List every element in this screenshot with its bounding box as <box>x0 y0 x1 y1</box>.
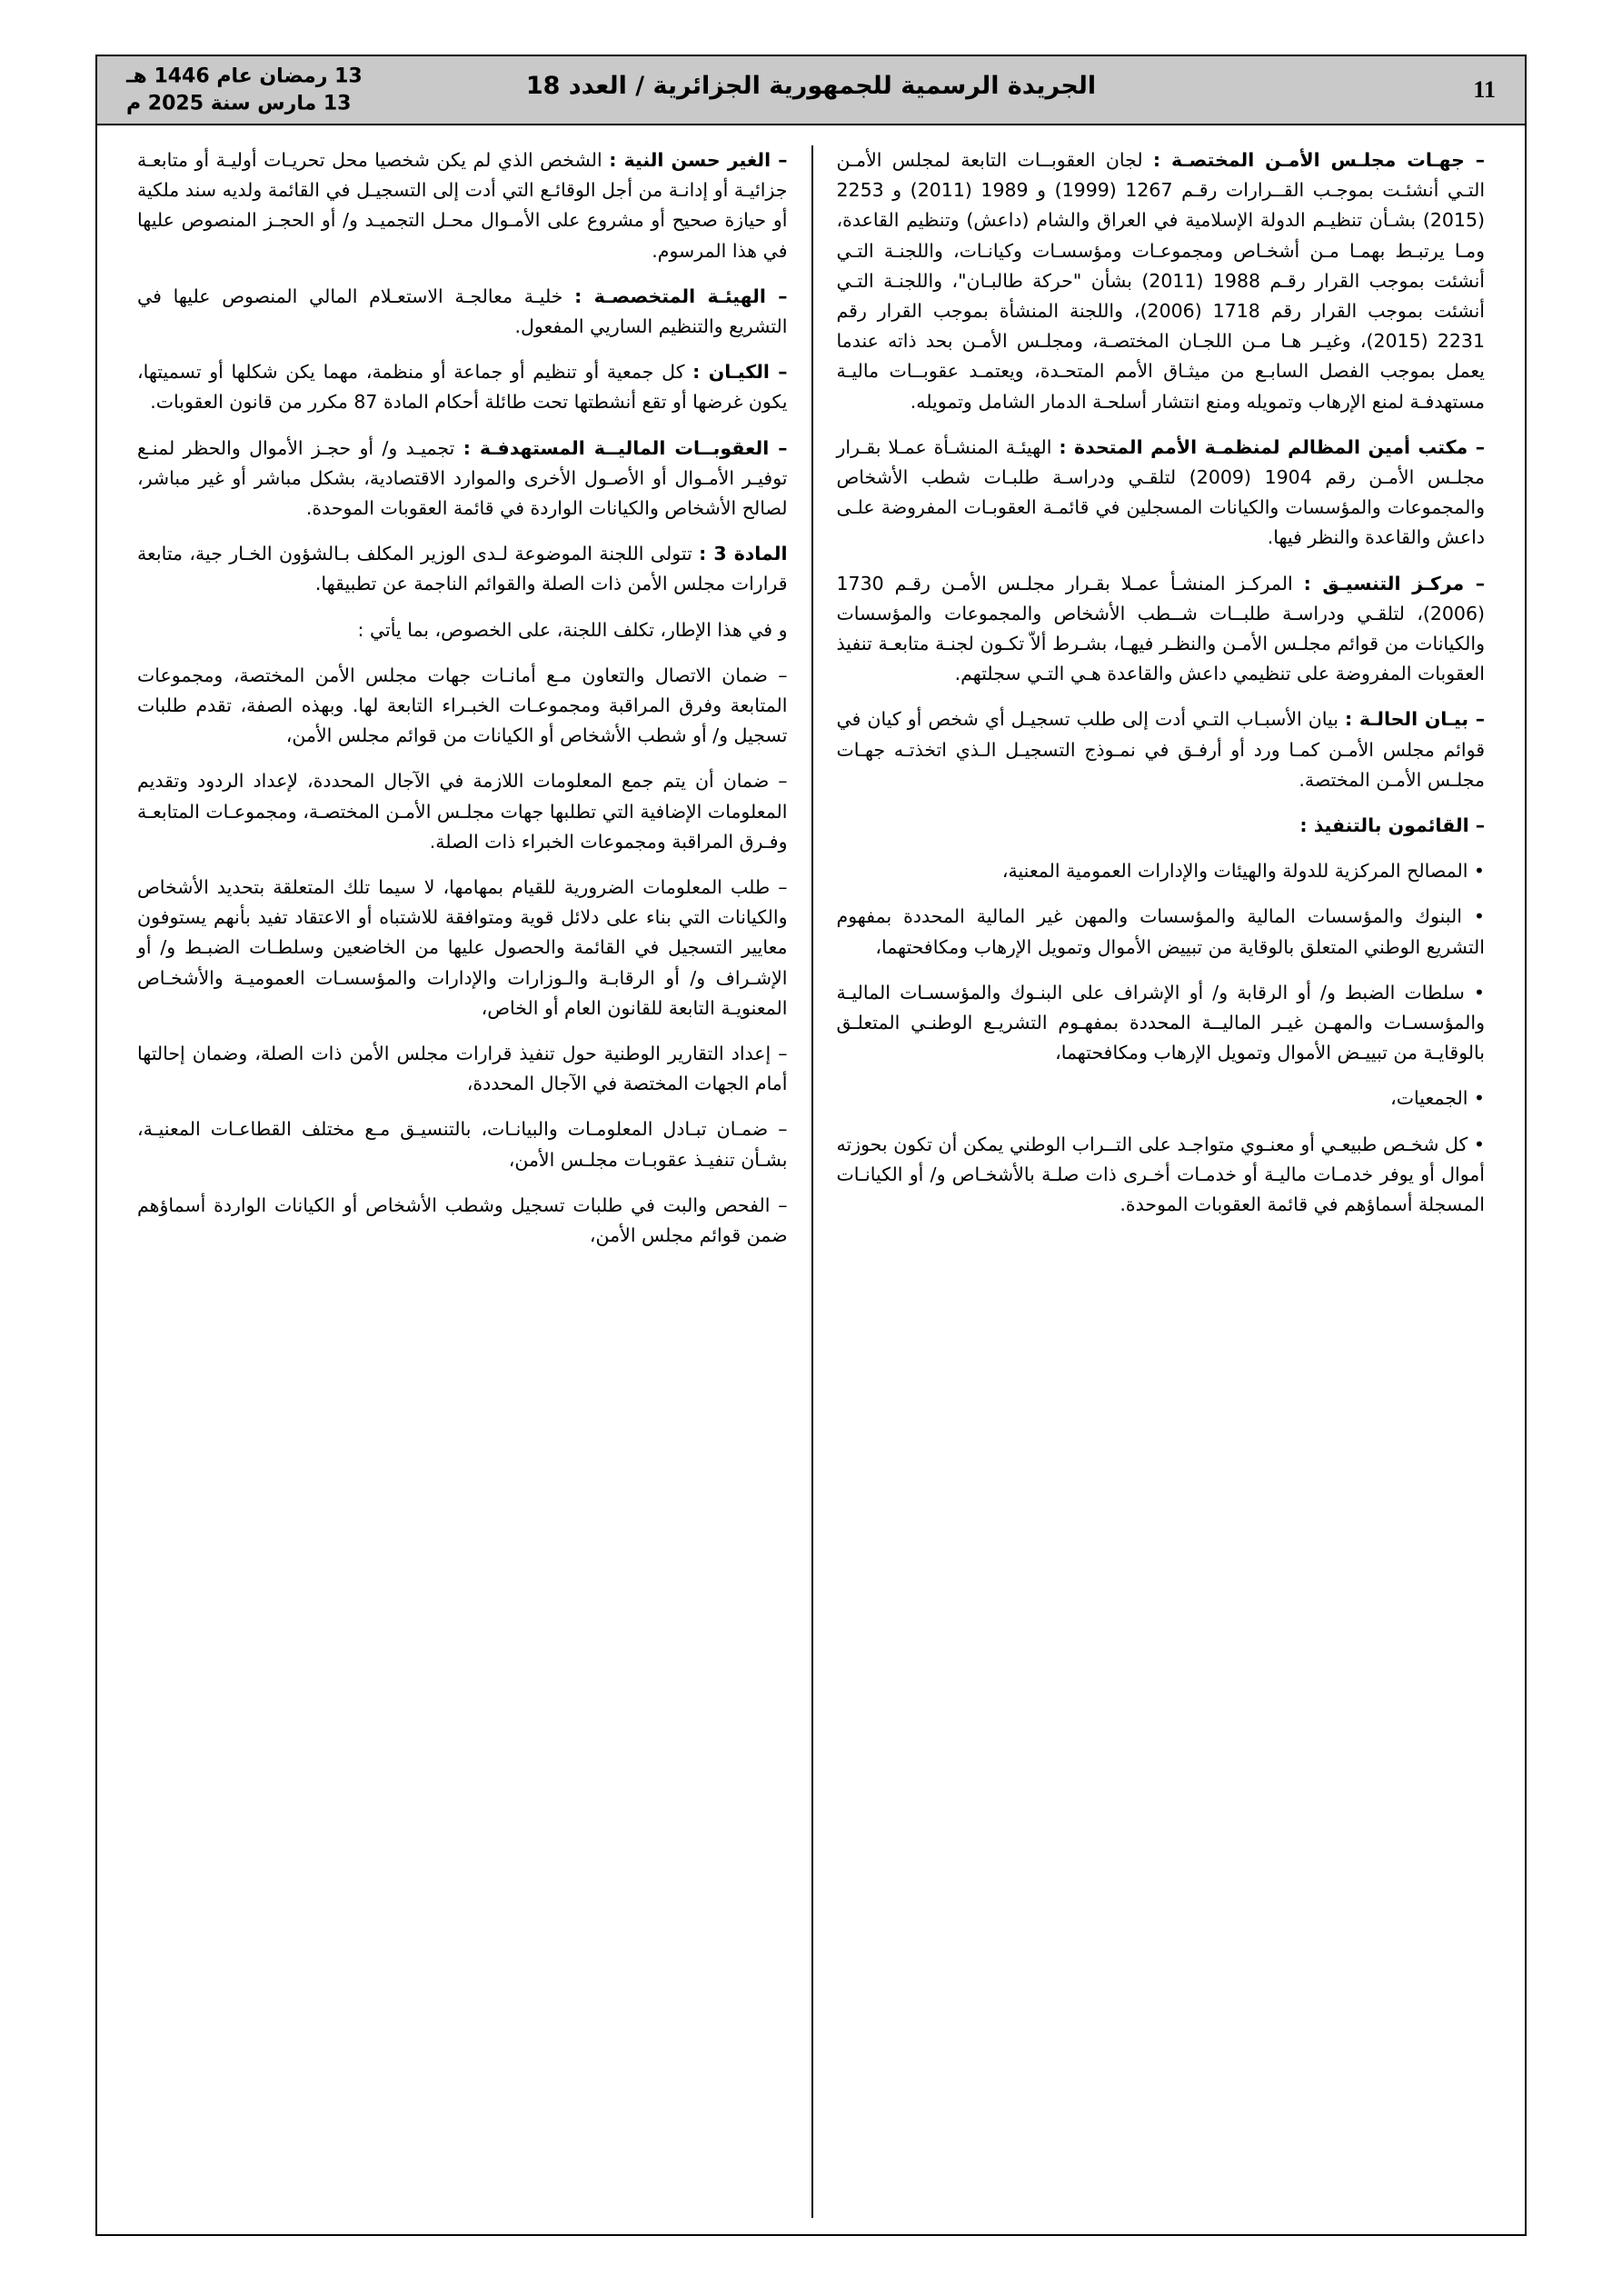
paragraph: و في هذا الإطار، تكلف اللجنة، على الخصوص، بما يأتي : <box>357 618 788 641</box>
journal-title: الجريدة الرسمية للجمهورية الجزائرية / العدد 18 <box>525 72 1097 100</box>
list-item: – إعداد التقارير الوطنية حول تنفيذ قرارات مجلس الأمن ذات الصلة، وضمان إحالتها أمام الجهات المختصة في الآجال المحددة، <box>137 1043 788 1095</box>
paragraph: – الغير حسن النية : الشخص الذي لم يكن شخصيا محل تحريـات أوليـة أو متابعـة جزائيـة أو إدانـة من أجل الوقائـع التي أدت إلى التسجيـل في القائمة ولديه سند ملكية أو حيازة صحيح أو مشروع على الأمـوال محـل التجميـد و/ أو الحجـز المنصوص عليها في هذا المرسوم. <box>137 149 788 262</box>
paragraph: – العقوبــات الماليــة المستهدفـة : تجميـد و/ أو حجـز الأموال والحظر لمنـع توفيـر الأمـوال أو الأصـول الأخرى والموارد الاقتصادية، بشكل مباشر أو غير مباشر، لصالح الأشخاص والكيانات الواردة في قائمة العقوبات الموحدة. <box>137 436 788 520</box>
list-item: • الجمعيات، <box>1390 1087 1485 1110</box>
document-page <box>95 55 1527 2236</box>
article-paragraph: المادة 3 : تتولى اللجنة الموضوعة لـدى الوزير المكلف بـالشؤون الخـار جية، متابعة قرارات مجلس الأمن ذات الصلة والقوائم الناجمة عن تطبيقها. <box>137 543 788 595</box>
list-item: – الفحص والبت في طلبات تسجيل وشطب الأشخاص أو الكيانات الواردة أسماؤهم ضمن قوائم مجلس الأمن، <box>137 1193 788 1247</box>
list-item: – ضمـان تبـادل المعلومـات والبيانـات، بالتنسيـق مـع مختلف القطاعـات المعنيـة، بشـأن تنفيـذ عقوبـات مجلـس الأمن، <box>137 1118 788 1171</box>
date-hijri: 13 رمضان عام 1446 هـ <box>126 65 363 88</box>
page-header <box>95 55 1527 125</box>
list-item: • البنوك والمؤسسات المالية والمؤسسات والمهن غير المالية المحددة بمفهوم التشريع الوطني المتعلق بالوقاية من تبييض الأموال وتمويل الإرهاب ومكافحتهما، <box>836 905 1485 958</box>
paragraph: – مركـز التنسيـق : المركـز المنشـأ عمـلا بقـرار مجلـس الأمـن رقـم 1730 (2006)، لتلقـي ودراسـة طلبــات شــطب الأشخاص والمجموعات والمؤسسات والكيانات من قوائم مجلـس الأمـن والنظـر فيهـا، بشـرط ألاّ تكـون لجنـة متابعـة تنفيذ العقوبات المفروضة على تنظيمي داعش والقاعدة هـي التـي سجلتهم. <box>836 572 1485 685</box>
list-item: – طلب المعلومات الضرورية للقيام بمهامها، لا سيما تلك المتعلقة بتحديد الأشخاص والكيانات التي بناء على دلائل قوية ومتوافقة للاشتباه أو الاعتقاد تفيد بأنهم يستوفون معايير التسجيل في القائمة والحصول عليها من الخاضعين وسلطـات الضبـط و/ أو الإشـراف و/ أو الرقابـة والـوزارات والإدارات والمؤسسـات العموميـة والأشخـاص المعنويـة التابعة للقانون العام أو الخاص، <box>137 876 788 1019</box>
issue-date <box>126 63 363 116</box>
date-gregorian: 13 مارس سنة 2025 م <box>126 92 352 115</box>
list-item: – ضمان أن يتم جمع المعلومات اللازمة في الآجال المحددة، لإعداد الردود وتقديم المعلومات الإضافية التي تطلبها جهات مجلـس الأمـن المختصـة، ومجموعـات المتابعـة وفـرق المراقبة ومجموعات الخبراء ذات الصلة. <box>137 770 788 853</box>
paragraph: – الهيئـة المتخصصـة : خليـة معالجـة الاستعـلام المالي المنصوص عليها في التشريع والتنظيم الساريي المفعول. <box>137 285 788 338</box>
paragraph: – جهـات مجلـس الأمـن المختصـة : لجان العقوبــات التابعة لمجلس الأمـن التـي أنشئـت بموجـب القــرارات رقـم 1267 (1999) و 1989 (2011) و 2253 (2015) بشـأن تنظيـم الدولة الإسلامية في العراق والشام (داعش) وتنظيم القاعدة، ومـا يرتبـط بهمـا مـن أشخـاص ومجموعـات ومؤسسـات وكيانـات، واللجنـة التـي أنشئت بموجب القرار رقـم 1988 (2011) بشأن "حركة طالبـان"، واللجنـة التـي أنشئت بموجب القرار رقم 1718 (2006)، واللجنة المنشأة بموجب القرار رقم 2231 (2015)، وغيـر هـا مـن اللجـان المختصـة، ومجلـس الأمـن بحد ذاته عندما يعمل بموجب الفصل السابـع من ميثـاق الأمم المتحـدة، ويعتمـد عقوبــات ماليـة مستهدفـة لمنع الإرهاب وتمويله ومنع انتشار أسلحـة الدمار الشامل وتمويله. <box>836 149 1486 413</box>
page-number: 11 <box>1473 76 1496 103</box>
paragraph: – القائمون بالتنفيذ : <box>1299 814 1485 837</box>
document-body <box>95 125 1527 2236</box>
column-left <box>114 145 811 2218</box>
list-item: • سلطات الضبط و/ أو الرقابة و/ أو الإشراف على البنـوك والمؤسسـات الماليـة والمؤسسـات والمهـن غيـر الماليــة المحددة بمفهـوم التشريـع الوطنـي المتعلـق بالوقايـة من تبييـض الأموال وتمويل الإرهاب ومكافحتهما، <box>836 981 1485 1064</box>
paragraph: – بيـان الحالـة : بيان الأسبـاب التـي أدت إلى طلب تسجيـل أي شخص أو كيان في قوائم مجلس الأمـن كمـا ورد أو أرفـق في نمـوذج التسجيـل الـذي اتخذتـه جهـات مجلـس الأمـن المختصة. <box>836 708 1485 791</box>
paragraph: – مكتب أمين المظالم لمنظمـة الأمم المتحدة : الهيئـة المنشـأة عمـلا بقـرار مجلـس الأمـن رقم 1904 (2009) لتلقـي ودراسـة طلبـات شطب الأشخاص والمجموعات والمؤسسات والكيانات المسجلين في قائمـة العقوبـات المفروضة علـى داعش والقاعدة والنظر فيها. <box>836 435 1486 549</box>
list-item: • المصالح المركزية للدولة والهيئات والإدارات العمومية المعنية، <box>1001 860 1485 883</box>
list-item: • كل شخـص طبيعـي أو معنـوي متواجـد على التــراب الوطني يمكن أن تكون بحوزته أموال أو يوفر خدمـات ماليـة أو خدمـات أخـرى ذات صلـة بالأشخـاص و/ أو الكيانـات المسجلة أسماؤهم في قائمة العقوبات الموحدة. <box>836 1133 1485 1216</box>
column-right <box>811 145 1509 2218</box>
list-item: – ضمان الاتصال والتعاون مـع أمانـات جهات مجلس الأمن المختصة، ومجموعات المتابعة وفرق المراقبة ومجموعـات الخبـراء التابعة لها. وبهذه الصفة، تقدم طلبات تسجيل و/ أو شطب الأشخاص أو الكيانات من قوائم مجلس الأمن، <box>137 664 788 747</box>
paragraph: – الكيـان : كل جمعية أو تنظيم أو جماعة أو منظمة، مهما يكن شكلها أو تسميتها، يكون غرضها أو تقع أنشطتها تحت طائلة أحكام المادة 87 مكرر من قانون العقوبات. <box>137 361 788 414</box>
